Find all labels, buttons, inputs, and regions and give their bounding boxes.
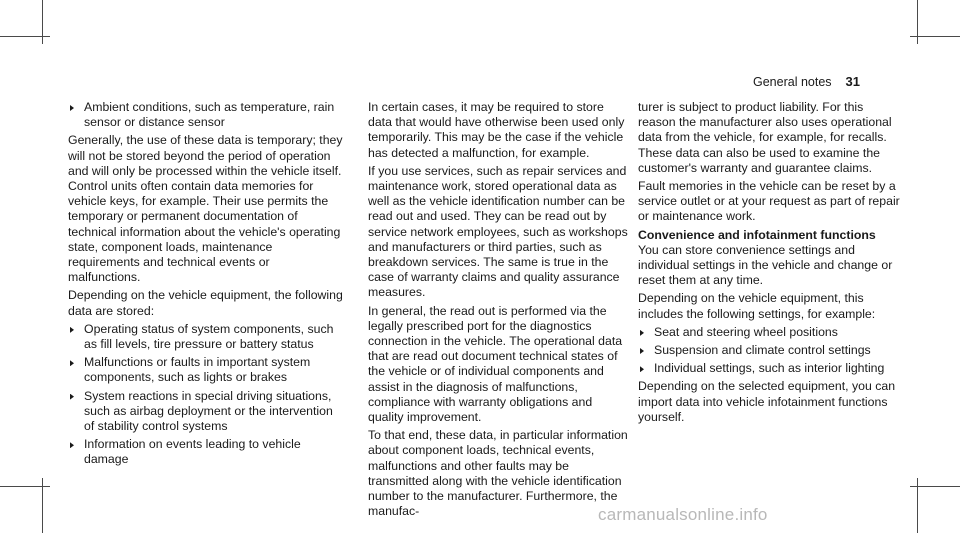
page-header (753, 74, 860, 89)
bullet-list (638, 325, 900, 377)
section-title: General notes (753, 75, 832, 89)
paragraph: turer is subject to product liability. For this reason the manufacturer also uses operational data from the vehicle, for example, for recalls. These data can also be used to examine the customer's warranty and guarantee claims. (638, 100, 892, 175)
watermark: carmanualsonline.info (598, 505, 768, 524)
crop-mark (42, 0, 43, 44)
column-2 (368, 100, 630, 522)
section-heading: Convenience and infotainment functions (638, 227, 876, 242)
list-item: Suspension and climate control settings (638, 343, 900, 358)
column-3 (638, 100, 900, 428)
paragraph: In certain cases, it may be required to store data that would have otherwise been used only temporarily. This may be the case if the vehicle has detected a malfunction, for example. (368, 100, 625, 160)
list-item: Operating status of system components, such as fill levels, tire pressure or battery status (68, 322, 343, 352)
bullet-list (68, 100, 343, 130)
crop-mark (42, 478, 43, 533)
paragraph: Depending on the vehicle equipment, the following data are stored: (68, 288, 343, 318)
page-number: 31 (845, 74, 860, 89)
list-item: System reactions in special driving situations, such as airbag deployment or the intervention of stability control systems (68, 389, 343, 435)
list-item: Ambient conditions, such as temperature, rain sensor or distance sensor (68, 100, 343, 130)
list-item: Seat and steering wheel positions (638, 325, 900, 340)
paragraph: Generally, the use of these data is temporary; they will not be stored beyond the period of operation and will only be processed within the vehicle itself. Control units often contain data memories for vehicle keys, for example. Their use permits the temporary or permanent documentation of technical information about the vehicle's operating state, component loads, maintenance requirements and technical events or malfunctions. (68, 133, 343, 285)
list-item: Individual settings, such as interior lighting (638, 361, 900, 376)
paragraph: In general, the read out is performed via the legally prescribed port for the diagnostics connection in the vehicle. The operational data that are read out document technical states of the vehicle or of individual components and assist in the diagnosis of malfunctions, compliance with warranty obligations and quality improvement. (368, 303, 623, 425)
paragraph: Depending on the selected equipment, you can import data into vehicle infotainment functions yourself. (638, 379, 896, 424)
crop-mark (917, 0, 918, 44)
paragraph: If you use services, such as repair services and maintenance work, stored operational data as well as the vehicle identification number can be read out and used. They can be read out by service network employees, such as workshops and manufacturers or third parties, such as breakdown services. The same is true in the case of warranty claims and quality assurance measures. (368, 163, 628, 300)
bullet-list (68, 322, 343, 468)
column-1 (68, 100, 343, 471)
list-item: Malfunctions or faults in important system components, such as lights or brakes (68, 355, 343, 385)
paragraph: Fault memories in the vehicle can be reset by a service outlet or at your request as part of repair or maintenance work. (638, 179, 900, 224)
paragraph: Depending on the vehicle equipment, this includes the following settings, for example: (638, 291, 876, 321)
crop-mark (917, 478, 918, 533)
list-item: Information on events leading to vehicle damage (68, 437, 343, 467)
paragraph: You can store convenience settings and individual settings in the vehicle and change or reset them at any time. (638, 242, 893, 288)
paragraph: To that end, these data, in particular information about component loads, technical events, malfunctions and other faults may be transmitted along with the vehicle identification number to the manufacturer. Furthermore, the manufac- (368, 428, 628, 519)
